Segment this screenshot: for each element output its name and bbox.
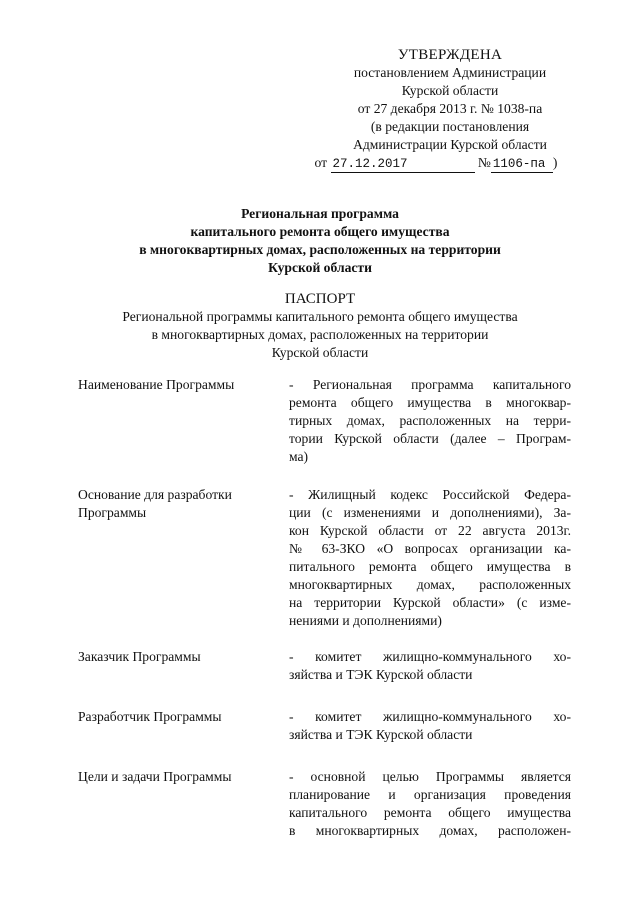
program-title [60, 205, 580, 277]
row-value-line: - комитет жилищно-коммунального хо- [289, 649, 571, 664]
row-value-line: тирных домах, расположенных на терри- [289, 413, 571, 428]
row-value-line: ма) [289, 449, 309, 464]
row-value-line: - комитет жилищно-коммунального хо- [289, 709, 571, 724]
amendment-line [272, 154, 600, 173]
amendment-ot: от [314, 155, 328, 170]
passport-subtitle-line: Региональной программы капитального ремонта общего имущества [122, 309, 518, 324]
row-label-line: Наименование Программы [78, 377, 235, 392]
row-label [78, 708, 278, 726]
row-value-line: - Региональная программа капитального [289, 377, 571, 392]
approval-line-4: (в редакции постановления [370, 119, 530, 134]
row-value [289, 376, 571, 466]
row-label [78, 648, 278, 666]
approval-line-3: от 27 декабря 2013 г. № 1038-па [357, 101, 543, 116]
row-value-line: нениями и дополнениями) [289, 613, 442, 628]
amendment-number-sign: № [477, 155, 491, 170]
row-value [289, 768, 571, 840]
row-value-line: ремонта общего имущества в многоквар- [289, 395, 571, 410]
row-value-line: кон Курской области от 22 августа 2013г. [289, 523, 571, 538]
row-value-line: в многоквартирных домах, расположен- [289, 823, 571, 838]
row-value-line: - основной целью Программы является [289, 769, 571, 784]
row-value-line: на территории Курской области» (с изме- [289, 595, 571, 610]
row-value-line: тории Курской области (далее – Програм- [289, 431, 571, 446]
program-title-line: в многоквартирных домах, расположенных на территории [139, 242, 501, 257]
row-label-line: Заказчик Программы [78, 649, 201, 664]
row-label-line: Разработчик Программы [78, 709, 222, 724]
row-label-line: Программы [78, 505, 147, 520]
amendment-number-field: 1106-па [491, 157, 553, 173]
approval-heading: УТВЕРЖДЕНА [397, 47, 503, 63]
approval-line-5: Администрации Курской области [353, 137, 547, 152]
row-value [289, 486, 571, 630]
row-value-line: ции (с изменениями и дополнениями), За- [289, 505, 571, 520]
row-label [78, 768, 278, 786]
row-value [289, 708, 571, 744]
row-value-line: № 63-ЗКО «О вопросах организации ка- [289, 541, 571, 556]
row-value-line: зяйства и ТЭК Курской области [289, 667, 473, 682]
program-title-line: Региональная программа [241, 206, 399, 221]
row-label [78, 486, 278, 522]
row-label-line: Цели и задачи Программы [78, 769, 232, 784]
passport-subtitle-line: Курской области [271, 345, 369, 360]
row-label-line: Основание для разработки [78, 487, 232, 502]
row-value-line: - Жилищный кодекс Российской Федера- [289, 487, 571, 502]
row-value-line: многоквартирных домах, расположенных [289, 577, 571, 592]
approval-line-1: постановлением Администрации [353, 65, 547, 80]
amendment-close-paren: ) [552, 155, 558, 170]
row-value-line: питального ремонта общего имущества в [289, 559, 571, 574]
passport-subtitle-line: в многоквартирных домах, расположенных на территории [151, 327, 489, 342]
approval-line-2: Курской области [401, 83, 499, 98]
row-value [289, 648, 571, 684]
amendment-date-field: 27.12.2017 [331, 157, 475, 173]
row-value-line: зяйства и ТЭК Курской области [289, 727, 473, 742]
row-label [78, 376, 278, 394]
passport-heading-block [60, 290, 580, 362]
program-title-line: Курской области [268, 260, 372, 275]
row-value-line: планирование и организация проведения [289, 787, 571, 802]
passport-heading: ПАСПОРТ [284, 291, 356, 307]
approval-block [300, 46, 600, 173]
row-value-line: капитального ремонта общего имущества [289, 805, 571, 820]
program-title-line: капитального ремонта общего имущества [190, 224, 450, 239]
